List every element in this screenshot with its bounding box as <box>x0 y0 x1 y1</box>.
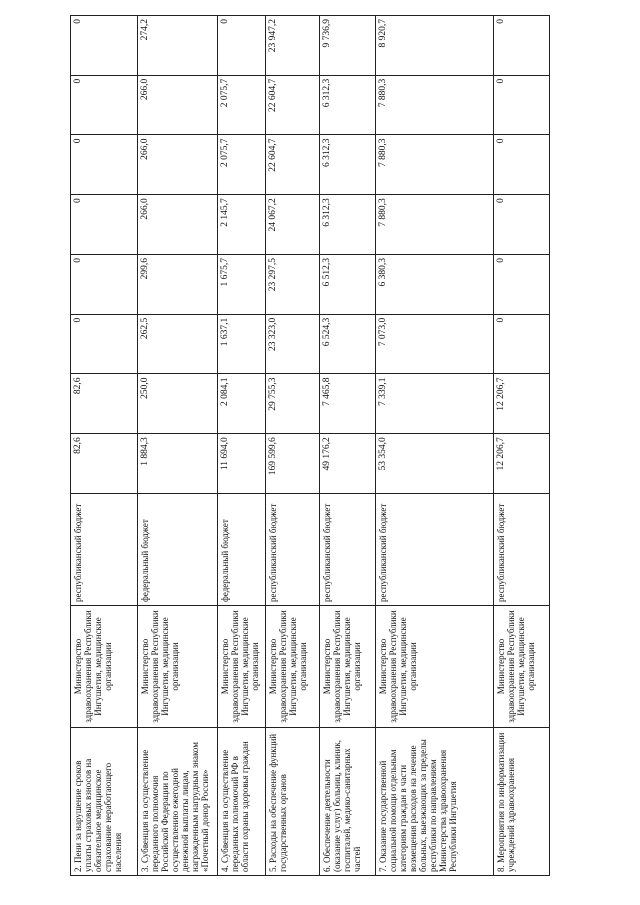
executor-cell: Министерство здравоохранения Республики Ингушетия, медицинские организации <box>320 606 376 728</box>
funding-source-cell: федеральный бюджет <box>137 494 218 606</box>
value-cell: 6 312,3 <box>320 195 376 255</box>
value-cell: 11 694,0 <box>218 434 266 494</box>
value-cell: 299,6 <box>137 255 218 315</box>
executor-cell: Министерство здравоохранения Республики Ингушетия, медицинские организации <box>375 606 493 728</box>
value-cell: 2 145,7 <box>218 195 266 255</box>
funding-source-cell: республиканский бюджет <box>266 494 320 606</box>
value-cell: 6 380,3 <box>375 255 493 315</box>
value-cell: 266,0 <box>137 195 218 255</box>
value-cell: 0 <box>494 16 550 76</box>
funding-source-cell: республиканский бюджет <box>71 494 138 606</box>
funding-source-cell: республиканский бюджет <box>494 494 550 606</box>
value-cell: 169 599,6 <box>266 434 320 494</box>
value-cell: 0 <box>71 255 138 315</box>
value-cell: 0 <box>494 75 550 135</box>
value-cell: 266,0 <box>137 75 218 135</box>
value-cell: 7 339,1 <box>375 374 493 434</box>
table-row <box>71 16 138 876</box>
value-cell: 262,5 <box>137 314 218 374</box>
measure-name-cell: 3. Субвенция на осуществление переданного полномочия Российской Федерации по осуществлению ежегодной денежной выплаты лицам, награжденным нагрудным знаком «Почетный донор России» <box>137 728 218 876</box>
value-cell: 23 297,5 <box>266 255 320 315</box>
table-row <box>375 16 493 876</box>
value-cell: 82,6 <box>71 374 138 434</box>
value-cell: 1 884,3 <box>137 434 218 494</box>
budget-table <box>70 15 550 876</box>
value-cell: 0 <box>218 16 266 76</box>
value-cell: 0 <box>494 195 550 255</box>
table-row <box>218 16 266 876</box>
measure-name-cell: 7. Оказание государственной социальной помощи отдельным категориям граждан в части возмещения расходов на лечение больных, выезжающих за пределы республики по направлениям Министерства здравоохранения Республики Ингушетия <box>375 728 493 876</box>
rotated-table-container <box>70 16 550 876</box>
value-cell: 6 524,3 <box>320 314 376 374</box>
executor-cell: Министерство здравоохранения Республики Ингушетия, медицинские организации <box>494 606 550 728</box>
measure-name-cell: 2. Пени за нарушение сроков уплаты страховых взносов на обязательное медицинское страхование неработающего населения <box>71 728 138 876</box>
value-cell: 6 512,3 <box>320 255 376 315</box>
value-cell: 0 <box>71 314 138 374</box>
value-cell: 2 075,7 <box>218 135 266 195</box>
table-body <box>71 16 550 876</box>
executor-cell: Министерство здравоохранения Республики Ингушетия, медицинские организации <box>266 606 320 728</box>
executor-cell: Министерство здравоохранения Республики Ингушетия, медицинские организации <box>71 606 138 728</box>
funding-source-cell: республиканский бюджет <box>320 494 376 606</box>
value-cell: 12 206,7 <box>494 374 550 434</box>
value-cell: 22 604,7 <box>266 75 320 135</box>
value-cell: 2 075,7 <box>218 75 266 135</box>
value-cell: 7 880,3 <box>375 195 493 255</box>
value-cell: 7 465,8 <box>320 374 376 434</box>
value-cell: 274,2 <box>137 16 218 76</box>
value-cell: 8 920,7 <box>375 16 493 76</box>
value-cell: 0 <box>71 135 138 195</box>
value-cell: 22 604,7 <box>266 135 320 195</box>
executor-cell: Министерство здравоохранения Республики Ингушетия, медицинские организации <box>137 606 218 728</box>
funding-source-cell: федеральный бюджет <box>218 494 266 606</box>
value-cell: 24 067,2 <box>266 195 320 255</box>
value-cell: 6 312,3 <box>320 75 376 135</box>
executor-cell: Министерство здравоохранения Республики Ингушетия, медицинские организации <box>218 606 266 728</box>
measure-name-cell: 8. Мероприятия по информатизации учреждений здравоохранения <box>494 728 550 876</box>
value-cell: 6 312,3 <box>320 135 376 195</box>
table-row <box>137 16 218 876</box>
measure-name-cell: 6. Обеспечение деятельности (оказание услуг) больниц, клиник, госпиталей, медико-санитарных частей <box>320 728 376 876</box>
table-row <box>320 16 376 876</box>
value-cell: 9 736,9 <box>320 16 376 76</box>
value-cell: 12 206,7 <box>494 434 550 494</box>
table-row <box>266 16 320 876</box>
value-cell: 7 880,3 <box>375 75 493 135</box>
measure-name-cell: 5. Расходы на обеспечение функций государственных органов <box>266 728 320 876</box>
value-cell: 49 176,2 <box>320 434 376 494</box>
value-cell: 29 755,3 <box>266 374 320 434</box>
value-cell: 23 947,2 <box>266 16 320 76</box>
value-cell: 2 084,1 <box>218 374 266 434</box>
measure-name-cell: 4. Субвенция на осуществление переданных полномочий РФ в области охраны здоровья граждан <box>218 728 266 876</box>
value-cell: 0 <box>494 135 550 195</box>
value-cell: 1 675,7 <box>218 255 266 315</box>
value-cell: 7 073,0 <box>375 314 493 374</box>
value-cell: 1 637,1 <box>218 314 266 374</box>
value-cell: 7 880,3 <box>375 135 493 195</box>
value-cell: 250,0 <box>137 374 218 434</box>
value-cell: 0 <box>71 75 138 135</box>
value-cell: 0 <box>71 195 138 255</box>
value-cell: 82,6 <box>71 434 138 494</box>
value-cell: 0 <box>494 314 550 374</box>
funding-source-cell: республиканский бюджет <box>375 494 493 606</box>
value-cell: 0 <box>71 16 138 76</box>
value-cell: 0 <box>494 255 550 315</box>
value-cell: 266,0 <box>137 135 218 195</box>
table-row <box>494 16 550 876</box>
value-cell: 23 323,0 <box>266 314 320 374</box>
value-cell: 53 354,0 <box>375 434 493 494</box>
